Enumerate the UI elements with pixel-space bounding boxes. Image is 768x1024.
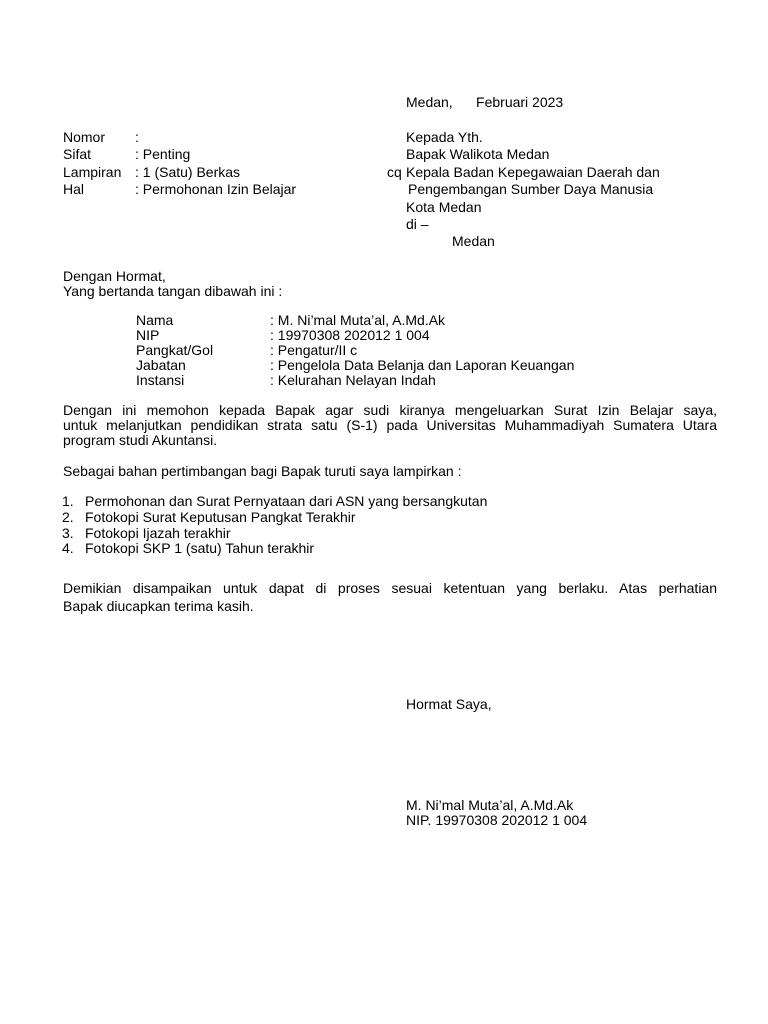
meta-block bbox=[63, 129, 383, 199]
recipient-line: Pengembangan Sumber Daya Manusia bbox=[408, 181, 654, 197]
signature-nip: NIP. 19970308 202012 1 004 bbox=[406, 812, 588, 828]
identity-block bbox=[136, 312, 616, 390]
request-paragraph-line: untuk melanjutkan pendidikan strata satu (S-1) pada Universitas Muhammadiyah Sumatera Utara bbox=[63, 417, 717, 433]
list-item-number: 2. bbox=[62, 509, 74, 525]
identity-label: NIP bbox=[136, 327, 160, 343]
signature-name: M. Ni’mal Muta’al, A.Md.Ak bbox=[406, 797, 574, 813]
attachments-intro: Sebagai bahan pertimbangan bagi Bapak turuti saya lampirkan : bbox=[63, 463, 462, 479]
identity-label: Nama bbox=[136, 312, 174, 328]
identity-value: : M. Ni’mal Muta’al, A.Md.Ak bbox=[270, 312, 446, 328]
list-item-text: Fotokopi Ijazah terakhir bbox=[85, 525, 231, 541]
meta-value: : bbox=[135, 129, 139, 145]
identity-label: Instansi bbox=[136, 372, 185, 388]
meta-label: Lampiran bbox=[63, 164, 122, 180]
identity-label: Jabatan bbox=[136, 357, 186, 373]
recipient-line: Kota Medan bbox=[406, 199, 482, 215]
meta-value: : Penting bbox=[135, 146, 191, 162]
recipient-line: di – bbox=[406, 216, 429, 232]
greeting-line: Yang bertanda tangan dibawah ini : bbox=[63, 283, 283, 299]
list-item-number: 4. bbox=[62, 540, 74, 556]
list-item-text: Permohonan dan Surat Pernyataan dari ASN yang bersangkutan bbox=[85, 493, 488, 509]
attachments-list bbox=[62, 493, 562, 557]
list-item-text: Fotokopi SKP 1 (satu) Tahun terakhir bbox=[85, 540, 315, 556]
recipient-line: Bapak Walikota Medan bbox=[406, 146, 550, 162]
request-paragraph bbox=[63, 403, 717, 448]
meta-value: : 1 (Satu) Berkas bbox=[135, 164, 241, 180]
recipient-line: Kepada Yth. bbox=[406, 129, 483, 145]
request-paragraph-line: Dengan ini memohon kepada Bapak agar sudi kiranya mengeluarkan Surat Izin Belajar saya, bbox=[63, 402, 717, 418]
recipient-line: Kepala Badan Kepegawaian Daerah dan bbox=[406, 164, 660, 180]
signature-closing: Hormat Saya, bbox=[406, 696, 492, 712]
identity-label: Pangkat/Gol bbox=[136, 342, 214, 358]
meta-label: Hal bbox=[63, 181, 85, 197]
list-item-number: 1. bbox=[62, 493, 74, 509]
greeting-line: Dengan Hormat, bbox=[63, 268, 166, 284]
identity-value: : Kelurahan Nelayan Indah bbox=[270, 372, 436, 388]
meta-label: Sifat bbox=[63, 146, 92, 162]
place-date: Medan, Februari 2023 bbox=[406, 94, 564, 110]
closing-paragraph-line: Bapak diucapkan terima kasih. bbox=[63, 598, 254, 614]
identity-value: : Pengelola Data Belanja dan Laporan Keuangan bbox=[270, 357, 575, 373]
request-paragraph-line: program studi Akuntansi. bbox=[63, 432, 218, 448]
meta-value: : Permohonan Izin Belajar bbox=[135, 181, 297, 197]
list-item-number: 3. bbox=[62, 525, 74, 541]
list-item-text: Fotokopi Surat Keputusan Pangkat Terakhir bbox=[85, 509, 356, 525]
meta-label: Nomor bbox=[63, 129, 106, 145]
recipient-cq: cq bbox=[387, 164, 402, 180]
identity-value: : 19970308 202012 1 004 bbox=[270, 327, 430, 343]
closing-paragraph-line: Demikian disampaikan untuk dapat di proses sesuai ketentuan yang berlaku. Atas perhatian bbox=[63, 580, 717, 596]
identity-value: : Pengatur/II c bbox=[270, 342, 358, 358]
closing-paragraph bbox=[63, 579, 717, 615]
recipient-line: Medan bbox=[452, 233, 495, 249]
